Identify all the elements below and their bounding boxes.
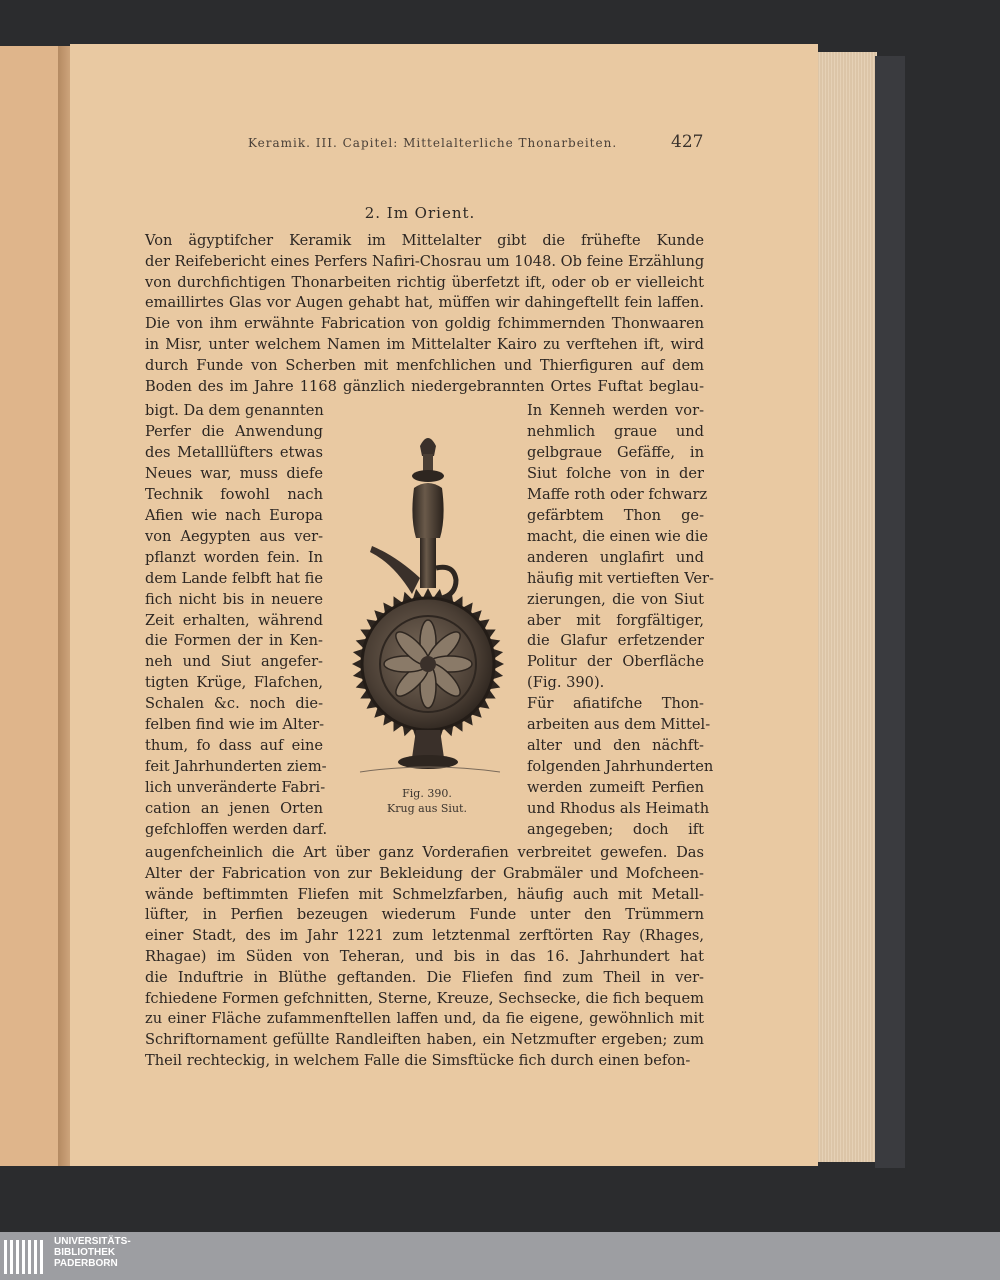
full-line: einer Stadt, des im Jahr 1221 zum letztenmal zerftörten Ray (Rhages, xyxy=(145,927,704,945)
leftcol-line: lich unveränderte Fabri- xyxy=(145,779,326,797)
rightcol-line: Für afiatifche Thon- xyxy=(527,695,704,713)
full-line: Die von ihm erwähnte Fabrication von goldig fchimmernden Thonwaaren xyxy=(145,315,704,333)
leftcol-line: des Metalllüfters etwas xyxy=(145,443,323,461)
leftcol-line: fich nicht bis in neuere xyxy=(145,590,323,608)
library-footer-bar xyxy=(0,1232,1000,1280)
rightcol-line: (Fig. 390). xyxy=(527,674,605,692)
leftcol-line: Schalen &c. noch die- xyxy=(145,695,323,713)
rightcol-line: die Glafur erfetzender xyxy=(527,632,704,650)
logo-line-2: BIBLIOTHEK xyxy=(54,1247,116,1258)
full-line: fchiedene Formen gefchnitten, Sterne, Kreuze, Sechsecke, die fich bequem xyxy=(145,989,704,1007)
full-line: Schriftornament gefüllte Randleiften haben, ein Netzmufter ergeben; zum xyxy=(145,1031,704,1049)
rightcol-line: arbeiten aus dem Mittel- xyxy=(527,716,711,734)
rightcol-line: werden zumeift Perfien xyxy=(527,779,704,797)
leftcol-line: tigten Krüge, Flafchen, xyxy=(145,674,323,692)
full-line: durch Funde von Scherben mit menfchlichen und Thierfiguren auf dem xyxy=(145,356,704,374)
rightcol-line: Siut folche von in der xyxy=(527,464,704,482)
full-line: Von ägyptifcher Keramik im Mittelalter gibt die frühefte Kunde xyxy=(145,232,704,249)
leftcol-line: dem Lande felbft hat fie xyxy=(145,569,323,587)
logo-line-3: PADERBORN xyxy=(54,1258,118,1269)
leftcol-line: die Formen der in Ken- xyxy=(145,632,323,650)
rightcol-line: aber mit forgfältiger, xyxy=(527,611,704,629)
rightcol-line: folgenden Jahrhunderten xyxy=(527,758,714,776)
leftcol-line: Technik fowohl nach xyxy=(145,485,323,503)
book-cover-edge xyxy=(875,56,905,1168)
full-line: Boden des im Jahre 1168 gänzlich niedergebrannten Ortes Fuftat beglau- xyxy=(145,377,704,395)
rightcol-line: macht, die einen wie die xyxy=(527,527,708,545)
rightcol-line: gelbgraue Gefäffe, in xyxy=(527,443,704,461)
page-number: 427 xyxy=(671,132,704,152)
leftcol-line: gefchloffen werden darf. xyxy=(145,821,328,838)
rightcol-line: angegeben; doch ift xyxy=(527,821,704,838)
library-logo-icon xyxy=(0,1232,50,1280)
leftcol-line: felben find wie im Alter- xyxy=(145,716,325,734)
leftcol-line: thum, fo dass auf eine xyxy=(145,737,323,755)
full-line: wände beftimmten Fliefen mit Schmelzfarben, häufig auch mit Metall- xyxy=(145,885,704,903)
leftcol-line: pflanzt worden fein. In xyxy=(145,548,323,566)
full-line: augenfcheinlich die Art über ganz Vorderafien verbreitet gewefen. Das xyxy=(145,844,704,861)
rightcol-line: anderen unglafirt und xyxy=(527,548,704,566)
ceramic-jug-illustration xyxy=(350,428,506,782)
section-title: 2. Im Orient. xyxy=(364,204,476,222)
full-line: lüfter, in Perfien bezeugen wiederum Funde unter den Trümmern xyxy=(145,906,704,924)
full-line: emaillirtes Glas vor Augen gehabt hat, müffen wir dahingeftellt fein laffen. xyxy=(145,294,704,312)
rightcol-line: zierungen, die von Siut xyxy=(527,590,704,608)
full-line: in Misr, unter welchem Namen im Mittelalter Kairo zu verftehen ift, wird xyxy=(145,336,704,353)
full-line: zu einer Fläche zufammenftellen laffen und, da fie eigene, gewöhnlich mit xyxy=(145,1010,704,1028)
logo-line-1: UNIVERSITÄTS- xyxy=(54,1236,131,1247)
leftcol-line: von Aegypten aus ver- xyxy=(145,527,323,545)
leftcol-line: Neues war, muss diefe xyxy=(145,464,323,482)
rightcol-line: Politur der Oberfläche xyxy=(527,653,704,671)
leftcol-line: bigt. Da dem genannten xyxy=(145,402,324,419)
full-line: Theil rechteckig, in welchem Falle die Simsftücke fich durch einen befon- xyxy=(145,1052,691,1069)
rightcol-line: nehmlich graue und xyxy=(527,422,704,440)
full-line: Rhagae) im Süden von Teheran, und bis in das 16. Jahrhundert hat xyxy=(145,948,704,965)
leftcol-line: Afien wie nach Europa xyxy=(145,506,323,524)
full-line: Alter der Fabrication von zur Bekleidung der Grabmäler und Mofcheen- xyxy=(145,864,704,882)
rightcol-line: gefärbtem Thon ge- xyxy=(527,506,704,524)
leftcol-line: feit Jahrhunderten ziem- xyxy=(145,758,327,776)
figure-label: Fig. 390. xyxy=(402,787,452,800)
figure-caption: Krug aus Siut. xyxy=(387,802,467,815)
rightcol-line: alter und den nächft- xyxy=(527,737,704,755)
leftcol-line: neh und Siut angefer- xyxy=(145,653,323,671)
rightcol-line: und Rhodus als Heimath xyxy=(527,800,710,818)
leftcol-line: Zeit erhalten, während xyxy=(145,611,323,629)
rightcol-line: In Kenneh werden vor- xyxy=(527,402,704,419)
rightcol-line: häufig mit vertieften Ver- xyxy=(527,569,714,587)
running-header: Keramik. III. Capitel: Mittelalterliche Thonarbeiten. xyxy=(248,136,618,150)
leftcol-line: Perfer die Anwendung xyxy=(145,422,323,440)
full-line: die Induftrie in Blüthe geftanden. Die Fliefen find zum Theil in ver- xyxy=(145,968,704,986)
full-line: der Reifebericht eines Perfers Nafiri-Chosrau um 1048. Ob feine Erzählung xyxy=(145,252,705,270)
full-line: von durchfichtigen Thonarbeiten richtig überfetzt ift, oder ob er vielleicht xyxy=(145,273,704,291)
rightcol-line: Maffe roth oder fchwarz xyxy=(527,485,708,503)
leftcol-line: cation an jenen Orten xyxy=(145,800,323,818)
